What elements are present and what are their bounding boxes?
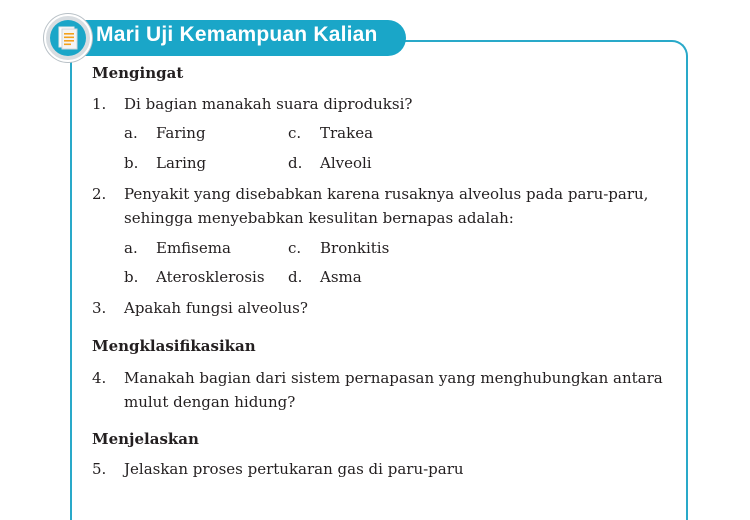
section-heading-mengklasifikasikan: Mengklasifikasikan: [92, 337, 256, 355]
question-number: 4.: [92, 369, 107, 387]
option-2d: d. Asma: [288, 268, 362, 286]
option-2c: c. Bronkitis: [288, 239, 390, 257]
question-text: Di bagian manakah suara diproduksi?: [124, 95, 413, 113]
option-1b: b. Laring: [124, 154, 207, 172]
question-number: 2.: [92, 185, 107, 203]
question-text: Apakah fungsi alveolus?: [124, 299, 308, 317]
question-text: Jelaskan proses pertukaran gas di paru-paru: [124, 460, 464, 478]
section-heading-menjelaskan: Menjelaskan: [92, 430, 199, 448]
option-1c: c. Trakea: [288, 124, 374, 142]
question-text: Penyakit yang disebabkan karena rusaknya alveolus pada paru-paru, sehingga menyebabkan kesulitan bernapas adalah:: [124, 185, 649, 227]
question-number: 5.: [92, 460, 107, 478]
document-icon: [50, 20, 86, 56]
option-2b: b. Aterosklerosis: [124, 268, 265, 286]
option-2a: a. Emfisema: [124, 239, 231, 257]
option-1a: a. Faring: [124, 124, 206, 142]
option-1d: d. Alveoli: [288, 154, 372, 172]
question-number: 3.: [92, 299, 107, 317]
question-number: 1.: [92, 95, 107, 113]
question-text: Manakah bagian dari sistem pernapasan yang menghubungkan antara mulut dengan hidung?: [124, 369, 663, 411]
section-heading-mengingat: Mengingat: [92, 64, 184, 82]
page-title: Mari Uji Kemampuan Kalian: [96, 23, 378, 46]
